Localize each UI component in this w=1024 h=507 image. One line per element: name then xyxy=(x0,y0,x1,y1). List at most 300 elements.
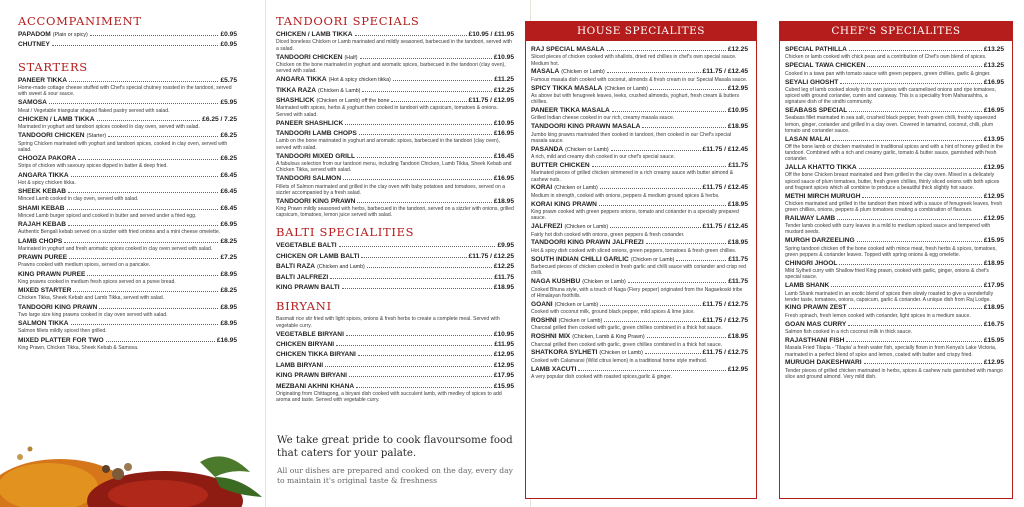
dot-leader xyxy=(837,219,982,220)
menu-item-description: King Prawn mildly seasoned with herbs, barbecued in the tandoori, served on a sizzler with onions, grilled capsicum, tomatoes, lemon juice served with salad. xyxy=(276,206,514,219)
menu-item-description: Famous masala dish cooked with coconut, almonds & fresh cream in our Special Masala sauce. xyxy=(531,76,748,83)
menu-item-description: Off the bone lamb or chicken marinated in traditional spices and with a hint of honey grilled in the tandoori. Combined with a rich and creamy garlic, tomato & butter sauce, garnished with fresh coriander. xyxy=(785,143,1003,163)
menu-item-price: £13.95 xyxy=(983,135,1004,143)
dot-leader xyxy=(64,242,218,243)
list-tandoori xyxy=(276,31,514,218)
dot-leader xyxy=(857,241,982,242)
menu-item xyxy=(276,372,514,380)
menu-item-name xyxy=(785,359,862,367)
menu-item-name xyxy=(18,337,104,345)
menu-item-name xyxy=(276,76,391,84)
menu-item-name xyxy=(276,87,360,95)
menu-item-name xyxy=(18,254,67,262)
menu-item-price: £7.25 xyxy=(220,254,237,261)
menu-item-name xyxy=(18,205,65,213)
menu-item-description: Minced Lamb burger spiced and cooked in butter and served under a fried egg. xyxy=(18,212,197,219)
menu-item-name-text: KORAI KING PRAWN xyxy=(531,200,597,208)
menu-item xyxy=(276,284,514,292)
menu-item-name-text: GOAN MAS CURRY xyxy=(785,320,847,328)
menu-item-name-text: SPICY TIKKA MASALA xyxy=(531,84,603,92)
dot-leader xyxy=(68,225,218,226)
menu-item xyxy=(531,146,748,161)
tagline xyxy=(277,434,517,486)
menu-item-description: Hot & spicy dish cooked with sliced onions, green peppers, tomatoes & fresh green chillies. xyxy=(531,247,737,254)
menu-item-row xyxy=(276,54,514,62)
menu-item xyxy=(18,99,237,114)
menu-item-name-text: KORAI xyxy=(531,184,553,192)
menu-item-row xyxy=(531,333,748,341)
menu-item-description: Jumbo king prawns marinated then cooked in tandoori, then cooked in our Chef's special masala sauce. xyxy=(531,131,732,144)
menu-item-note: (Chicken, Lamb & King Prawn) xyxy=(572,334,645,341)
menu-item-row xyxy=(785,282,1004,290)
menu-item-name-text: CHICKEN TIKKA BIRYANI xyxy=(276,351,356,359)
menu-item xyxy=(785,237,1004,258)
menu-item xyxy=(531,278,748,299)
menu-item-name xyxy=(531,123,640,131)
menu-item-name-text: NAGA KUSHBU xyxy=(531,278,581,286)
dot-leader xyxy=(849,111,982,112)
menu-item-name-text: VEGETABLE BALTI xyxy=(276,242,337,250)
dot-leader xyxy=(73,291,218,292)
menu-item-row xyxy=(785,193,1004,201)
menu-item-row xyxy=(276,198,514,206)
dot-leader xyxy=(342,288,492,289)
menu-item-name-text: MIXED STARTER xyxy=(18,287,72,294)
menu-item-price: £16.75 xyxy=(983,320,1004,328)
menu-item-name-text: MURUGH DAKESHWARI xyxy=(785,359,862,367)
menu-item xyxy=(18,238,237,253)
menu-item-name xyxy=(276,153,355,161)
menu-item-price: £11.95 xyxy=(494,341,514,348)
menu-item-row xyxy=(276,362,514,370)
menu-item-price: £13.25 xyxy=(983,62,1004,70)
menu-item-price: £16.95 xyxy=(493,175,514,183)
menu-item-name-text: CHICKEN / LAMB TIKKA xyxy=(18,115,95,123)
menu-item xyxy=(18,155,237,170)
menu-item-name xyxy=(18,320,69,328)
menu-item-name xyxy=(785,282,829,290)
menu-item-name-text: TANDOORI KING PRAWN xyxy=(276,197,356,205)
menu-item-note: (Chicken or Lamb) xyxy=(582,279,626,286)
dot-leader xyxy=(71,324,219,325)
menu-item xyxy=(18,304,237,319)
dot-leader xyxy=(367,267,492,268)
menu-item xyxy=(785,107,1004,134)
tagline-sub: All our dishes are prepared and cooked on the day, every day to maintain it's original taste & freshness xyxy=(277,466,513,485)
dot-leader xyxy=(578,370,725,371)
menu-item-description: Sliced pieces of chicken cooked with shallots, dried red chillies in chef's own special sauce. Medium hot. xyxy=(531,54,737,67)
menu-item xyxy=(785,260,1004,281)
menu-item-note: (Chicken or Lamb) xyxy=(554,185,598,192)
menu-item-row xyxy=(276,274,514,282)
menu-item-name xyxy=(276,175,341,183)
menu-item-description: A rich, mild and creamy dish cooked in our chef's special sauce. xyxy=(531,154,675,161)
menu-item-price: £11.75 / £12.75 xyxy=(702,316,748,324)
menu-item-description: Charcoal grilled then cooked with garlic, green chillies combined in a thick hot sauce. xyxy=(531,325,723,332)
menu-item xyxy=(531,123,748,144)
section-title-tandoori: TANDOORI SPECIALS xyxy=(276,14,420,28)
menu-item-name xyxy=(531,349,643,357)
dot-leader xyxy=(391,101,466,102)
menu-item-name-text: TANDOORI KING PRAWN xyxy=(18,303,98,311)
menu-item-price: £12.95 xyxy=(727,365,748,373)
menu-item-name-text: TANDOORI CHICKEN xyxy=(276,53,343,61)
menu-item xyxy=(18,116,237,131)
menu-item-description: King Prawn, Chicken Tikka, Sheek Kebab & Samosa. xyxy=(18,344,139,351)
menu-item-name-text: TANDOORI SALMON xyxy=(276,175,342,183)
menu-item-description: Marinated pieces of grilled chicken simmered in a rich creamy sauce with butter almond & cashew nuts. xyxy=(531,170,734,183)
dot-leader xyxy=(849,50,982,51)
menu-item-name xyxy=(531,317,602,325)
menu-item-name-text: LAMB SHANK xyxy=(785,282,830,290)
list-house xyxy=(526,41,756,380)
menu-item-description: Fairly hot dish cooked with onions, green peppers & fresh coriander. xyxy=(531,231,685,238)
dot-leader xyxy=(612,111,726,112)
menu-item-name xyxy=(531,239,644,247)
menu-item-description: Spring tandoori chicken off the bone cooked with mince meat, fresh herbs & spices, tomatoes, green peppers & coriander leaves. Topped with spring onions & egg omelette. xyxy=(785,245,997,258)
menu-item-row xyxy=(18,99,237,107)
menu-item-description: Marinated in yoghurt and fresh aromatic spices cooked in clay oven served with salad. xyxy=(18,245,213,252)
spice-seed xyxy=(17,454,23,460)
menu-item-description: Prawns cooked with medium spices, served on a pancake. xyxy=(18,262,151,269)
menu-item-price: £12.95 xyxy=(727,84,748,92)
menu-item xyxy=(531,239,748,254)
menu-item-row xyxy=(785,260,1004,268)
menu-item-price: £18.95 xyxy=(493,197,514,205)
menu-item-note: (Chicken or Lamb) xyxy=(564,224,609,231)
menu-item-name xyxy=(18,116,95,124)
menu-item xyxy=(276,130,514,151)
menu-item-description: Meat / Vegetable triangular shaped flaked pastry served with salad. xyxy=(18,107,170,114)
dot-leader xyxy=(357,202,491,203)
menu-item xyxy=(531,301,748,316)
menu-item-row xyxy=(531,85,748,93)
menu-item-price: £8.95 xyxy=(220,270,237,278)
menu-item-row xyxy=(785,215,1004,223)
menu-item xyxy=(18,287,237,302)
menu-item-row xyxy=(18,254,237,262)
menu-item-price: £11.75 xyxy=(728,278,748,286)
menu-item-row xyxy=(276,31,514,39)
menu-panel-left xyxy=(0,0,265,507)
menu-item-row xyxy=(18,304,237,312)
dot-leader xyxy=(592,166,727,167)
menu-item-name-text: LASAN MALAI xyxy=(785,135,831,143)
menu-item-name-text: ROSHNI MIX xyxy=(531,333,571,341)
dot-leader xyxy=(69,258,218,259)
menu-item xyxy=(18,205,237,220)
menu-item-row xyxy=(276,130,514,138)
dot-leader xyxy=(349,376,492,377)
menu-item-name xyxy=(276,198,355,206)
menu-item xyxy=(18,337,237,352)
dot-leader xyxy=(862,197,981,198)
menu-item-price: £18.95 xyxy=(727,333,748,341)
menu-item-price: £8.95 xyxy=(220,320,237,327)
menu-item-row xyxy=(531,107,748,115)
menu-item-name xyxy=(276,54,358,62)
menu-item-row xyxy=(785,164,1004,172)
spice-seed xyxy=(28,447,33,452)
menu-item xyxy=(276,263,514,271)
menu-item-price: £16.95 xyxy=(983,107,1004,115)
dot-leader xyxy=(646,243,726,244)
menu-item-row xyxy=(531,68,748,76)
menu-item-description: Home-made cottage cheese stuffed with Chef's special chutney roasted in the tandoori, served with sweet & sour sauce. xyxy=(18,85,232,98)
menu-item xyxy=(276,274,514,282)
menu-item-name-text: CHINGRI JHOOL xyxy=(785,259,838,267)
menu-item xyxy=(531,256,748,277)
menu-item xyxy=(18,41,237,49)
menu-item-name-text: KING PRAWN ZEST xyxy=(785,304,847,312)
dot-leader xyxy=(343,179,492,180)
menu-item-price: £12.95 xyxy=(983,214,1004,222)
menu-item-price: £0.95 xyxy=(220,31,237,38)
menu-item-name-text: BALTI JALFREZI xyxy=(276,273,329,281)
menu-item-name-text: CHICKEN OR LAMB BALTI xyxy=(276,252,360,260)
menu-item-name-text: TANDOORI CHICKEN xyxy=(18,132,85,140)
dot-leader xyxy=(600,188,701,189)
menu-item-row xyxy=(531,256,748,264)
dot-leader xyxy=(362,91,491,92)
menu-item-description: Chicken marinated and grilled in the tandoori then mixed with a sauce of fenugreek leaves, fresh green chillies, onions, peppers & plum tomatoes creating a combination of flavours. xyxy=(785,200,1003,214)
menu-item xyxy=(531,85,748,106)
menu-item-name-text: METHI MIRCH MURUGH xyxy=(785,192,861,200)
menu-item-row xyxy=(276,341,514,349)
menu-item-note: (Chicken or Lamb) xyxy=(554,301,599,308)
dot-leader xyxy=(859,168,982,169)
menu-item-row xyxy=(785,237,1004,245)
menu-item-name-text: PANEER TIKKA MASALA xyxy=(531,107,610,115)
menu-item-description: Tender pieces of grilled chicken marinated in herbs, spices & cashew nuts garnished with mango slice and ground almond. Very mild dish. xyxy=(785,367,1003,380)
dot-leader xyxy=(607,72,701,73)
menu-item-name xyxy=(18,304,97,312)
menu-item-name-text: PAPADOM xyxy=(18,31,51,38)
dot-leader xyxy=(90,35,219,36)
menu-item-row xyxy=(531,201,748,209)
menu-item-name-text: SHAMI KEBAB xyxy=(18,204,65,212)
menu-item-name-text: SPECIAL TAWA CHICKEN xyxy=(785,62,866,70)
menu-item-price: £18.95 xyxy=(493,284,514,291)
menu-item-name-text: GOANI xyxy=(531,300,553,308)
menu-item-row xyxy=(785,79,1004,87)
menu-item-price: £18.95 xyxy=(983,304,1004,312)
menu-item xyxy=(18,221,237,236)
menu-item-price: £5.95 xyxy=(220,99,237,107)
dot-leader xyxy=(361,257,466,258)
menu-item-note: (Chicken or Lamb) xyxy=(630,256,675,263)
menu-item-name-text: JALFREZI xyxy=(531,223,563,231)
menu-item-note: (Chicken or Lamb) xyxy=(561,69,605,76)
menu-item-name-text: MEZBANI AKHNI KHANA xyxy=(276,382,355,390)
menu-item-name-text: SHATKORA SYLHETI xyxy=(531,349,598,357)
menu-item-row xyxy=(18,172,237,180)
menu-item-description: Cooked with Calamansi (Wild citrus lemon) in a traditional home style method. xyxy=(531,357,708,364)
menu-item xyxy=(531,46,748,67)
menu-item-row xyxy=(531,123,748,131)
menu-item xyxy=(785,62,1004,77)
dot-leader xyxy=(355,35,467,36)
spice-seed xyxy=(112,468,124,480)
menu-item-price: £11.75 / £12.75 xyxy=(702,300,748,308)
spices-photo xyxy=(0,377,265,507)
dot-leader xyxy=(831,286,982,287)
menu-item-name xyxy=(531,162,590,170)
menu-item-description: A fabulous selection from our tandoori menu, including Tandoori Chicken, Lamb Tikka, Sheek Kebab and Chicken Tikka, served with salad. xyxy=(276,161,512,174)
dot-leader xyxy=(628,282,726,283)
menu-item-row xyxy=(531,162,748,170)
house-specialities-box xyxy=(525,21,757,499)
menu-item-row xyxy=(276,120,514,128)
spice-seed xyxy=(124,463,132,471)
menu-item xyxy=(785,164,1004,191)
menu-item-price: £10.95 xyxy=(493,53,514,61)
menu-item-row xyxy=(531,278,748,286)
menu-item-row xyxy=(531,239,748,247)
menu-item-name xyxy=(276,284,340,292)
dot-leader xyxy=(599,205,726,206)
menu-item xyxy=(531,223,748,238)
menu-item xyxy=(276,175,514,196)
menu-item-name-text: RAILWAY LAMB xyxy=(785,214,836,222)
menu-item-name-text: BALTI RAZA xyxy=(276,263,316,271)
menu-item-name-text: KING PRAWN BALTI xyxy=(276,284,340,291)
menu-item-row xyxy=(785,321,1004,329)
menu-item-price: £16.95 xyxy=(493,130,514,137)
menu-item-description: Mild Sylheti curry with Shallow fried King prawn, cooked with garlic, ginger, onions & chef's special sauce. xyxy=(785,268,989,281)
menu-item-description: King prawn cooked with green peppers onions, tomato and coriander in a specially prepared sauce. xyxy=(531,209,739,222)
menu-item-name-text: LAMB BIRYANI xyxy=(276,361,324,369)
menu-item-name-text: PANEER TIKKA xyxy=(18,76,67,84)
menu-item-name xyxy=(531,256,674,264)
menu-item xyxy=(276,351,514,359)
menu-item-name xyxy=(531,107,610,115)
menu-item xyxy=(785,193,1004,214)
menu-item-name xyxy=(18,287,71,295)
menu-item-description: Off the bone Chicken breast marinated and then grilled in the clay oven. Mixed in a delicately spiced sauce of plum tomatoes, butter, fresh green chillies, thinly sliced onions with both spices and fragrant spices which all combine to produce a beautiful thick slightly hot sauce. xyxy=(785,172,1000,191)
menu-item-name xyxy=(531,85,648,93)
list-starters xyxy=(18,77,237,351)
menu-item-price: £11.75 / £12.75 xyxy=(702,349,748,357)
menu-item xyxy=(785,46,1004,61)
menu-item-name xyxy=(531,278,626,286)
menu-item-name xyxy=(531,366,576,374)
menu-item-name-text: TANDOORI KING PRAWN JALFREZI xyxy=(531,239,644,247)
menu-item-name-text: SHASHLICK xyxy=(276,97,315,104)
menu-item xyxy=(531,349,748,364)
menu-item-price: £10.95 / £11.95 xyxy=(468,31,514,38)
menu-item-name xyxy=(785,304,847,312)
menu-item-name xyxy=(276,331,344,339)
menu-item-price: £11.75 / £12.45 xyxy=(702,68,748,76)
leaf xyxy=(200,456,250,477)
menu-item-name-text: RAJ SPECIAL MASALA xyxy=(531,46,605,53)
menu-item xyxy=(785,359,1004,380)
menu-item-price: £11.75 xyxy=(494,273,514,281)
menu-item-note: (Starter) xyxy=(86,133,106,140)
menu-item-name-text: RAJAH KEBAB xyxy=(18,221,66,228)
menu-item xyxy=(276,54,514,75)
menu-item-row xyxy=(276,351,514,359)
dot-leader xyxy=(78,159,218,160)
menu-item-name-text: VEGETABLE BIRYANI xyxy=(276,330,344,338)
menu-item-name-text: JALLA KHATTO TIKKA xyxy=(785,164,857,172)
menu-item-name xyxy=(276,372,347,380)
dot-leader xyxy=(52,45,219,46)
menu-item xyxy=(276,97,514,118)
menu-item-name xyxy=(276,362,323,370)
menu-item-price: £5.75 xyxy=(220,76,237,84)
menu-item-name-text: MURGH DARZEELING xyxy=(785,237,855,245)
menu-item xyxy=(276,341,514,349)
menu-item-name-text: SOUTH INDIAN CHILLI GARLIC xyxy=(531,255,629,263)
menu-item-name xyxy=(531,333,645,341)
dot-leader xyxy=(359,134,492,135)
menu-item xyxy=(276,153,514,174)
list-chef xyxy=(780,41,1012,380)
menu-item-description: Originating from Chittagong, a biryani dish cooked with succulent lamb, with medley of spices to add aroma and taste. Served with vegetable curry. xyxy=(276,391,502,404)
menu-item-description: Strips of chicken with savoury spices dipped in batter & deep fried. xyxy=(18,163,168,170)
menu-item xyxy=(276,383,514,404)
menu-item-price: £17.95 xyxy=(983,282,1004,290)
menu-item-name-text: SAMOSA xyxy=(18,99,47,107)
dot-leader xyxy=(676,260,726,261)
menu-item-price: £11.75 xyxy=(728,162,748,170)
menu-item-price: £10.95 xyxy=(493,119,514,127)
menu-item-name-text: RAJASTHANI FISH xyxy=(785,337,845,345)
menu-item-row xyxy=(785,359,1004,367)
chefs-specialities-box xyxy=(779,21,1013,499)
menu-item-name xyxy=(276,97,389,105)
menu-item-name xyxy=(785,107,847,115)
menu-item xyxy=(276,76,514,84)
menu-item-row xyxy=(531,301,748,309)
menu-item xyxy=(531,107,748,122)
menu-item-row xyxy=(18,188,237,196)
menu-item xyxy=(531,162,748,183)
menu-item-name xyxy=(785,237,855,245)
menu-item xyxy=(18,132,237,153)
menu-item-price: £16.95 xyxy=(983,78,1004,86)
dot-leader xyxy=(393,80,492,81)
menu-item-name xyxy=(785,79,838,87)
dot-leader xyxy=(330,278,492,279)
menu-item xyxy=(18,172,237,187)
menu-item-price: £6.25 xyxy=(220,132,237,140)
menu-item-price: £12.95 xyxy=(983,359,1004,367)
dot-leader xyxy=(864,363,982,364)
menu-item-name-text: SEYALI GHOSHT xyxy=(785,78,839,86)
menu-item-name xyxy=(785,260,837,268)
dot-leader xyxy=(358,355,492,356)
menu-item xyxy=(531,366,748,381)
biryani-intro: Basmati rice stir fried with light spices, onions & fresh herbs to create a complete meal. Served with vegetable curry. xyxy=(276,316,500,329)
menu-item-name xyxy=(531,223,608,231)
dot-leader xyxy=(108,136,219,137)
dot-leader xyxy=(87,275,218,276)
menu-item-row xyxy=(531,349,748,357)
menu-item-name-text: CHICKEN / LAMB TIKKA xyxy=(276,31,353,38)
menu-item-row xyxy=(276,97,514,105)
dot-leader xyxy=(345,124,492,125)
dot-leader xyxy=(610,227,700,228)
list-accompaniment xyxy=(18,31,237,50)
menu-item-name-text: CHUTNEY xyxy=(18,41,50,49)
house-specialities-title: HOUSE SPECIALITES xyxy=(526,22,756,41)
dot-leader xyxy=(867,66,981,67)
tagline-main: We take great pride to cook flavoursome food that caters for your palate. xyxy=(277,435,513,459)
menu-item-name xyxy=(18,155,76,163)
